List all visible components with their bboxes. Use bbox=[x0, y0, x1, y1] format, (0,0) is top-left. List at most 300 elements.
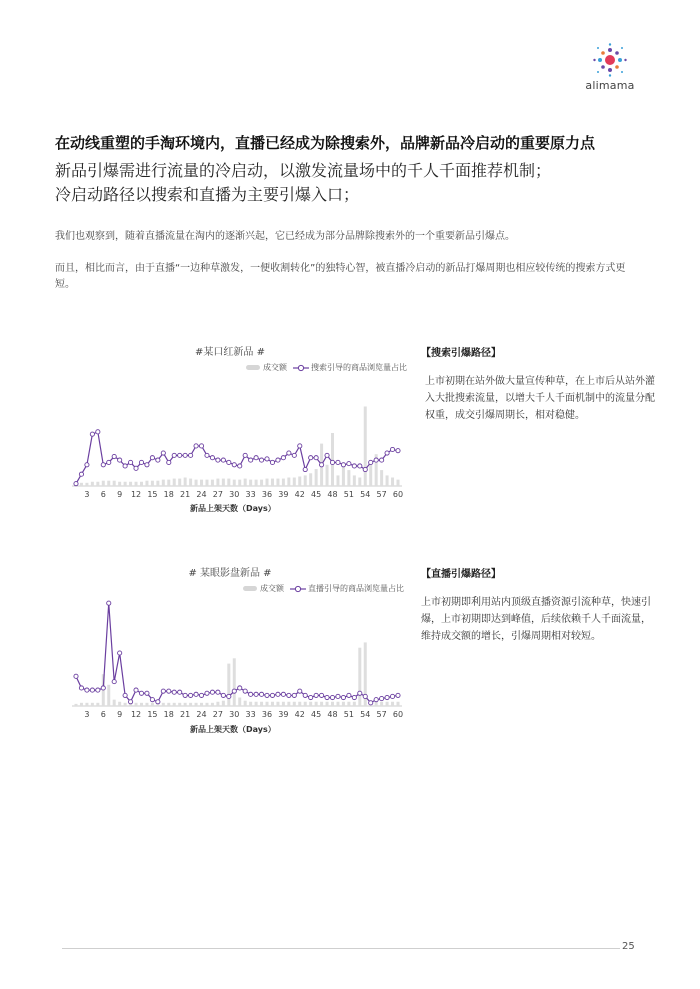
line-point bbox=[161, 689, 165, 693]
bar bbox=[124, 703, 127, 706]
bar bbox=[249, 702, 252, 706]
subline-2: 冷启动路径以搜索和直播为主要引爆入口； bbox=[55, 185, 360, 204]
bar bbox=[233, 658, 236, 706]
line-point bbox=[221, 693, 225, 697]
line-point bbox=[390, 694, 394, 698]
bar bbox=[227, 664, 230, 706]
line-point bbox=[79, 686, 83, 690]
bar bbox=[205, 480, 208, 486]
line-point bbox=[319, 693, 323, 697]
line-point bbox=[238, 686, 242, 690]
x-tick-label: 36 bbox=[261, 490, 273, 499]
bar bbox=[195, 703, 198, 706]
line-point bbox=[112, 680, 116, 684]
line-point bbox=[210, 690, 214, 694]
bar bbox=[124, 482, 127, 486]
line-point bbox=[319, 463, 323, 467]
bar bbox=[222, 701, 225, 706]
chart-1-legend-bar-label: 成交额 bbox=[263, 363, 287, 372]
line-point bbox=[265, 693, 269, 697]
bar bbox=[364, 407, 367, 487]
footer-divider bbox=[62, 948, 620, 949]
line-point bbox=[298, 444, 302, 448]
bar bbox=[211, 703, 214, 706]
bar bbox=[96, 482, 99, 486]
x-tick-label: 24 bbox=[196, 490, 207, 499]
bar bbox=[266, 479, 269, 486]
line-point bbox=[167, 460, 171, 464]
bar bbox=[271, 702, 274, 706]
bar bbox=[91, 703, 94, 706]
bar bbox=[380, 470, 383, 486]
bar bbox=[96, 703, 99, 706]
bar bbox=[244, 479, 247, 486]
bar bbox=[129, 482, 132, 486]
line-point bbox=[238, 464, 242, 468]
line-point bbox=[210, 456, 214, 460]
x-tick-label: 12 bbox=[130, 710, 142, 719]
line-point bbox=[270, 693, 274, 697]
bar bbox=[118, 482, 121, 486]
bar bbox=[287, 478, 290, 486]
bar bbox=[271, 479, 274, 486]
line-point bbox=[347, 462, 351, 466]
x-tick-label: 51 bbox=[343, 490, 354, 499]
line-point bbox=[309, 695, 313, 699]
chart-1-legend bbox=[246, 362, 407, 373]
legend-bar-swatch bbox=[246, 365, 260, 370]
bar bbox=[91, 482, 94, 486]
line-point bbox=[96, 688, 100, 692]
line-point bbox=[347, 693, 351, 697]
line-point bbox=[292, 453, 296, 457]
line-point bbox=[96, 430, 100, 434]
line-point bbox=[150, 456, 154, 460]
bar bbox=[391, 478, 394, 486]
chart-1-plot bbox=[72, 378, 402, 503]
bar bbox=[326, 465, 329, 486]
bar bbox=[167, 480, 170, 486]
x-tick-label: 12 bbox=[130, 490, 142, 499]
bar bbox=[260, 702, 263, 706]
bar bbox=[156, 481, 159, 486]
line-point bbox=[167, 689, 171, 693]
bar bbox=[211, 480, 214, 486]
line-point bbox=[107, 601, 111, 605]
x-tick-label: 24 bbox=[196, 710, 207, 719]
bar bbox=[135, 703, 138, 706]
note-live-body: 上市初期即利用站内顶级直播资源引流种草，快速引爆，上市初期即达到峰值，后续依赖千人千面流量，维持成交额的增长，引爆周期相对较短。 bbox=[421, 597, 651, 642]
bar bbox=[309, 473, 312, 486]
chart-2-xaxis-label: 新品上架天数（Days） bbox=[190, 725, 276, 734]
line-point bbox=[363, 467, 367, 471]
bar bbox=[140, 703, 143, 706]
headline: 在动线重塑的手淘环境内，直播已经成为除搜索外，品牌新品冷启动的重要原力点 bbox=[55, 134, 596, 152]
line-point bbox=[259, 458, 263, 462]
line-point bbox=[134, 688, 138, 692]
line-point bbox=[112, 454, 116, 458]
line-point bbox=[259, 692, 263, 696]
line-point bbox=[358, 464, 362, 468]
bar bbox=[151, 481, 154, 486]
line-point bbox=[298, 689, 302, 693]
series-line bbox=[76, 603, 398, 703]
line-point bbox=[265, 457, 269, 461]
x-tick-label: 18 bbox=[163, 710, 174, 719]
line-point bbox=[189, 453, 193, 457]
bar bbox=[244, 701, 247, 706]
bar bbox=[184, 703, 187, 706]
note-search-title: 【搜索引爆路径】 bbox=[421, 348, 501, 359]
x-tick-label: 45 bbox=[311, 490, 322, 499]
x-tick-label: 21 bbox=[180, 710, 191, 719]
note-live-title: 【直播引爆路径】 bbox=[421, 569, 501, 580]
line-point bbox=[330, 460, 334, 464]
line-point bbox=[380, 458, 384, 462]
line-point bbox=[183, 453, 187, 457]
line-point bbox=[178, 453, 182, 457]
chart-2-legend-line-label: 直播引导的商品浏览量占比 bbox=[308, 584, 404, 593]
line-point bbox=[358, 691, 362, 695]
x-tick-label: 42 bbox=[294, 490, 305, 499]
bar bbox=[184, 478, 187, 486]
line-point bbox=[156, 458, 160, 462]
line-point bbox=[90, 432, 94, 436]
bar bbox=[397, 480, 400, 486]
line-point bbox=[101, 463, 105, 467]
bar bbox=[102, 481, 105, 486]
line-point bbox=[385, 451, 389, 455]
bar bbox=[85, 483, 88, 486]
line-point bbox=[85, 688, 89, 692]
chart-2-title: # 某眼影盘新品 # bbox=[188, 568, 272, 579]
line-point bbox=[172, 690, 176, 694]
alimama-logo-icon bbox=[592, 42, 628, 78]
line-point bbox=[145, 463, 149, 467]
line-point bbox=[183, 693, 187, 697]
bar bbox=[276, 479, 279, 486]
line-point bbox=[194, 444, 198, 448]
bar bbox=[298, 702, 301, 706]
line-point bbox=[118, 458, 122, 462]
line-point bbox=[216, 458, 220, 462]
x-tick-label: 54 bbox=[360, 710, 371, 719]
line-point bbox=[232, 689, 236, 693]
line-point bbox=[314, 456, 318, 460]
bar bbox=[309, 702, 312, 706]
line-point bbox=[205, 691, 209, 695]
line-point bbox=[352, 695, 356, 699]
x-tick-label: 57 bbox=[376, 710, 387, 719]
line-point bbox=[363, 694, 367, 698]
line-point bbox=[369, 460, 373, 464]
chart-1-title: #某口红新品 # bbox=[195, 347, 265, 358]
bar bbox=[266, 702, 269, 706]
line-point bbox=[90, 688, 94, 692]
bar bbox=[222, 479, 225, 486]
bar bbox=[178, 479, 181, 486]
bar bbox=[315, 469, 318, 486]
note-search-body: 上市初期在站外做大量宣传种草，在上市后从站外灌入大批搜索流量，以增大千人千面机制中的流量分配权重，成交引爆周期长，相对稳健。 bbox=[425, 376, 655, 421]
line-point bbox=[270, 460, 274, 464]
bar bbox=[216, 479, 219, 486]
chart-2-plot bbox=[72, 598, 402, 723]
bar bbox=[118, 702, 121, 706]
bar bbox=[336, 475, 339, 486]
bar bbox=[162, 480, 165, 486]
bar bbox=[113, 481, 116, 486]
bar bbox=[107, 685, 110, 706]
bar bbox=[369, 465, 372, 486]
bar bbox=[249, 480, 252, 486]
bar bbox=[113, 700, 116, 706]
chart-1-legend-line-label: 搜索引导的商品浏览量占比 bbox=[311, 363, 407, 372]
x-tick-label: 33 bbox=[245, 490, 256, 499]
line-point bbox=[276, 692, 280, 696]
line-point bbox=[205, 453, 209, 457]
bar bbox=[216, 702, 219, 706]
bar bbox=[282, 479, 285, 486]
bar bbox=[386, 702, 389, 706]
line-point bbox=[128, 700, 132, 704]
x-tick-label: 45 bbox=[311, 710, 322, 719]
bar bbox=[151, 703, 154, 706]
logo-text: alimama bbox=[585, 79, 635, 92]
bar bbox=[293, 478, 296, 486]
line-point bbox=[374, 698, 378, 702]
line-point bbox=[161, 451, 165, 455]
line-point bbox=[199, 693, 203, 697]
bar bbox=[173, 479, 176, 486]
line-point bbox=[139, 460, 143, 464]
x-tick-label: 57 bbox=[376, 490, 387, 499]
line-point bbox=[145, 691, 149, 695]
line-point bbox=[123, 693, 127, 697]
line-point bbox=[341, 695, 345, 699]
bar bbox=[304, 475, 307, 486]
x-tick-label: 6 bbox=[100, 710, 106, 719]
bar bbox=[75, 704, 78, 706]
line-point bbox=[221, 458, 225, 462]
line-point bbox=[254, 456, 258, 460]
line-point bbox=[74, 674, 78, 678]
bar bbox=[298, 476, 301, 486]
bar bbox=[380, 702, 383, 706]
x-tick-label: 3 bbox=[84, 710, 90, 719]
bar bbox=[347, 470, 350, 486]
line-point bbox=[385, 695, 389, 699]
line-point bbox=[74, 482, 78, 486]
chart-1-xaxis-label: 新品上架天数（Days） bbox=[190, 504, 276, 513]
line-point bbox=[199, 444, 203, 448]
chart-2-legend bbox=[243, 583, 404, 594]
x-tick-label: 21 bbox=[180, 490, 191, 499]
line-point bbox=[178, 690, 182, 694]
x-tick-label: 54 bbox=[360, 490, 371, 499]
line-point bbox=[396, 693, 400, 697]
line-point bbox=[79, 472, 83, 476]
bar bbox=[167, 703, 170, 706]
line-point bbox=[249, 692, 253, 696]
bar bbox=[391, 702, 394, 706]
line-point bbox=[194, 692, 198, 696]
line-point bbox=[396, 449, 400, 453]
line-point bbox=[336, 694, 340, 698]
line-point bbox=[287, 693, 291, 697]
line-point bbox=[243, 453, 247, 457]
bar bbox=[342, 702, 345, 706]
bar bbox=[255, 480, 258, 486]
line-point bbox=[374, 458, 378, 462]
line-point bbox=[276, 458, 280, 462]
bar bbox=[189, 703, 192, 706]
bar bbox=[276, 702, 279, 706]
bar bbox=[227, 479, 230, 486]
x-tick-label: 60 bbox=[392, 710, 404, 719]
line-point bbox=[227, 694, 231, 698]
x-tick-label: 51 bbox=[343, 710, 354, 719]
x-tick-label: 30 bbox=[229, 490, 240, 499]
bar bbox=[386, 475, 389, 486]
bar bbox=[255, 702, 258, 706]
bar bbox=[282, 702, 285, 706]
line-point bbox=[281, 692, 285, 696]
line-point bbox=[380, 696, 384, 700]
bar bbox=[287, 702, 290, 706]
bar bbox=[260, 480, 263, 486]
line-point bbox=[325, 453, 329, 457]
line-point bbox=[352, 464, 356, 468]
bar bbox=[80, 703, 83, 706]
bar bbox=[304, 702, 307, 706]
bar bbox=[178, 703, 181, 706]
x-tick-label: 48 bbox=[327, 490, 338, 499]
subline-1: 新品引爆需进行流量的冷启动，以激发流量场中的千人千面推荐机制； bbox=[55, 161, 552, 180]
line-point bbox=[216, 690, 220, 694]
line-point bbox=[189, 693, 193, 697]
line-point bbox=[336, 460, 340, 464]
bar bbox=[205, 703, 208, 706]
line-point bbox=[330, 695, 334, 699]
alimama-logo bbox=[580, 42, 640, 92]
bar bbox=[140, 482, 143, 486]
line-point bbox=[150, 698, 154, 702]
bar bbox=[173, 703, 176, 706]
legend-bar-swatch bbox=[243, 586, 257, 591]
bar bbox=[347, 702, 350, 706]
line-point bbox=[303, 693, 307, 697]
line-point bbox=[254, 692, 258, 696]
line-point bbox=[139, 691, 143, 695]
line-point bbox=[232, 463, 236, 467]
bar bbox=[162, 703, 165, 706]
chart-2-legend-bar-label: 成交额 bbox=[260, 584, 284, 593]
bar bbox=[189, 479, 192, 486]
line-point bbox=[303, 467, 307, 471]
x-tick-label: 27 bbox=[212, 490, 223, 499]
bar bbox=[200, 703, 203, 706]
x-tick-label: 9 bbox=[117, 490, 123, 499]
line-point bbox=[341, 463, 345, 467]
bar bbox=[331, 702, 334, 706]
bar bbox=[315, 702, 318, 706]
bar bbox=[326, 702, 329, 706]
x-tick-label: 39 bbox=[278, 490, 289, 499]
line-point bbox=[369, 701, 373, 705]
x-tick-label: 60 bbox=[392, 490, 404, 499]
line-point bbox=[390, 447, 394, 451]
page-number: 25 bbox=[622, 941, 635, 952]
bar bbox=[293, 702, 296, 706]
line-point bbox=[281, 456, 285, 460]
x-tick-label: 18 bbox=[163, 490, 174, 499]
bar bbox=[107, 481, 110, 486]
line-point bbox=[118, 651, 122, 655]
bar bbox=[238, 480, 241, 486]
line-point bbox=[292, 693, 296, 697]
line-point bbox=[243, 689, 247, 693]
bar bbox=[353, 475, 356, 486]
line-point bbox=[227, 460, 231, 464]
line-point bbox=[85, 463, 89, 467]
bar bbox=[320, 702, 323, 706]
x-tick-label: 39 bbox=[278, 710, 289, 719]
line-point bbox=[123, 464, 127, 468]
bar bbox=[331, 433, 334, 486]
bar bbox=[195, 480, 198, 486]
x-tick-label: 42 bbox=[294, 710, 305, 719]
line-point bbox=[325, 695, 329, 699]
x-tick-label: 30 bbox=[229, 710, 240, 719]
line-point bbox=[172, 453, 176, 457]
line-point bbox=[128, 460, 132, 464]
bar bbox=[135, 482, 138, 486]
bar bbox=[85, 703, 88, 706]
line-point bbox=[249, 458, 253, 462]
legend-line-swatch bbox=[290, 585, 306, 593]
bar bbox=[233, 480, 236, 486]
bar bbox=[200, 480, 203, 486]
x-tick-label: 48 bbox=[327, 710, 338, 719]
bar bbox=[353, 702, 356, 706]
x-tick-label: 15 bbox=[147, 490, 158, 499]
line-point bbox=[107, 460, 111, 464]
x-tick-label: 36 bbox=[261, 710, 273, 719]
bar bbox=[336, 702, 339, 706]
bar bbox=[358, 478, 361, 486]
x-tick-label: 27 bbox=[212, 710, 223, 719]
line-point bbox=[314, 693, 318, 697]
x-tick-label: 15 bbox=[147, 710, 158, 719]
line-point bbox=[287, 451, 291, 455]
bar bbox=[145, 481, 148, 486]
x-tick-label: 9 bbox=[117, 710, 123, 719]
x-tick-label: 33 bbox=[245, 710, 256, 719]
line-point bbox=[156, 700, 160, 704]
line-point bbox=[101, 686, 105, 690]
bar bbox=[80, 483, 83, 486]
x-tick-label: 3 bbox=[84, 490, 90, 499]
legend-line-swatch bbox=[293, 364, 309, 372]
bar bbox=[397, 702, 400, 706]
bar bbox=[375, 702, 378, 706]
paragraph-2: 而且，相比而言，由于直播“一边种草激发，一便收割转化”的独特心智，被直播冷启动的新品打爆周期也相应较传统的搜索方式更短。 bbox=[55, 263, 626, 290]
bar bbox=[145, 703, 148, 706]
x-tick-label: 6 bbox=[100, 490, 106, 499]
line-point bbox=[134, 466, 138, 470]
bar bbox=[358, 648, 361, 706]
line-point bbox=[309, 456, 313, 460]
